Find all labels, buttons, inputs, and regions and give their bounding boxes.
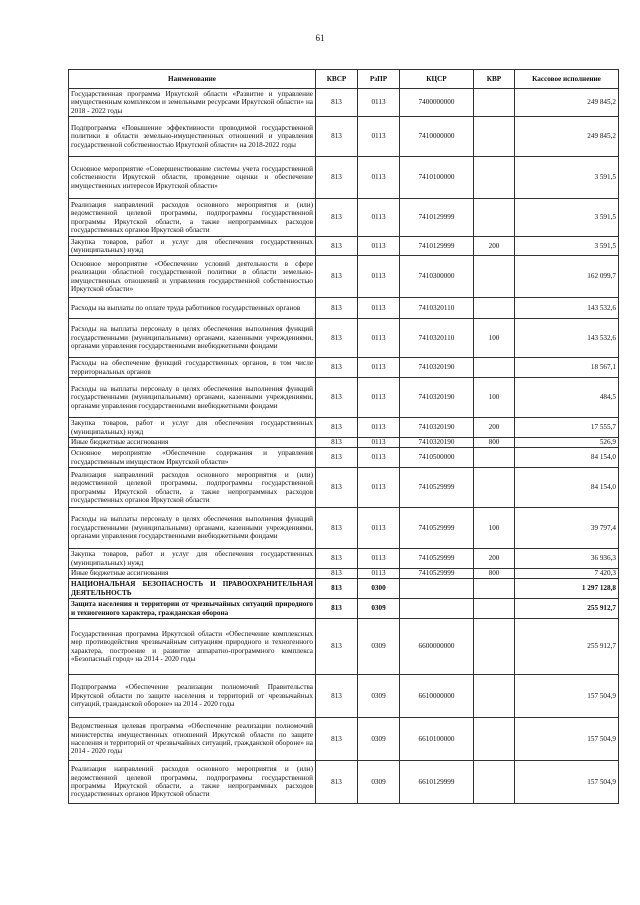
table-row (69, 319, 619, 358)
table-row (69, 508, 619, 549)
cell-sum: 39 797,4 (515, 508, 619, 549)
cell-name: Государственная программа Иркутской области «Обеспечение комплексных мер противодействия чрезвычайным ситуациям природного и техногенного характера, построение и развитие аппаратно-программного комплекса «Безопасный город» на 2014 - 2020 годы (69, 619, 316, 675)
cell-name: Иные бюджетные ассигнования (69, 438, 316, 448)
cell-name: Закупка товаров, работ и услуг для обеспечения государственных (муниципальных) нужд (69, 549, 316, 569)
cell-kvr: 100 (474, 319, 515, 358)
cell-kvr (474, 117, 515, 157)
table-row (69, 579, 619, 599)
cell-kvr (474, 599, 515, 619)
table-row (69, 599, 619, 619)
cell-kcsr: 7410000000 (400, 117, 474, 157)
cell-sum: 3 591,5 (515, 157, 619, 199)
cell-rzpr: 0309 (358, 619, 400, 675)
table-body (69, 89, 619, 804)
table-row (69, 549, 619, 569)
cell-rzpr: 0113 (358, 319, 400, 358)
cell-sum: 84 154,0 (515, 448, 619, 468)
cell-sum: 255 912,7 (515, 619, 619, 675)
cell-kcsr: 7400000000 (400, 89, 474, 117)
header-name: Наименование (69, 70, 316, 89)
cell-sum: 84 154,0 (515, 468, 619, 508)
cell-kvsr: 813 (316, 256, 358, 298)
cell-kvr: 200 (474, 418, 515, 438)
table-row (69, 256, 619, 298)
cell-sum: 157 504,9 (515, 761, 619, 804)
cell-kvsr: 813 (316, 718, 358, 761)
cell-rzpr: 0309 (358, 761, 400, 804)
cell-sum: 17 555,7 (515, 418, 619, 438)
cell-sum: 249 845,2 (515, 117, 619, 157)
cell-rzpr: 0113 (358, 237, 400, 256)
cell-kvr: 100 (474, 378, 515, 418)
cell-kvr: 200 (474, 549, 515, 569)
cell-rzpr: 0113 (358, 448, 400, 468)
cell-rzpr: 0113 (358, 89, 400, 117)
cell-rzpr: 0309 (358, 675, 400, 718)
header-rzpr: РзПР (358, 70, 400, 89)
cell-kvsr: 813 (316, 319, 358, 358)
table-row (69, 157, 619, 199)
table-row (69, 358, 619, 378)
cell-kvsr: 813 (316, 448, 358, 468)
cell-kvr (474, 358, 515, 378)
cell-rzpr: 0113 (358, 358, 400, 378)
cell-kvsr: 813 (316, 117, 358, 157)
cell-rzpr: 0309 (358, 718, 400, 761)
cell-name: Основное мероприятие «Обеспечение содержания и управления государственным имуществом Иркутской области» (69, 448, 316, 468)
cell-rzpr: 0113 (358, 468, 400, 508)
cell-kcsr: 6610000000 (400, 675, 474, 718)
cell-kvsr: 813 (316, 599, 358, 619)
cell-kcsr: 7410529999 (400, 569, 474, 579)
cell-kcsr: 7410129999 (400, 199, 474, 237)
cell-rzpr: 0113 (358, 157, 400, 199)
cell-kvr: 800 (474, 569, 515, 579)
cell-name: НАЦИОНАЛЬНАЯ БЕЗОПАСНОСТЬ И ПРАВООХРАНИТЕЛЬНАЯ ДЕЯТЕЛЬНОСТЬ (69, 579, 316, 599)
cell-name: Иные бюджетные ассигнования (69, 569, 316, 579)
cell-rzpr: 0113 (358, 256, 400, 298)
cell-rzpr: 0300 (358, 579, 400, 599)
cell-sum: 157 504,9 (515, 718, 619, 761)
cell-sum: 143 532,6 (515, 319, 619, 358)
cell-name: Расходы на выплаты персоналу в целях обеспечения выполнения функций государственными (муниципальными) органами, казенными учреждениями, органами управления государственными внебюджетными фондами (69, 508, 316, 549)
cell-kcsr: 6610100000 (400, 718, 474, 761)
cell-kcsr: 6600000000 (400, 619, 474, 675)
header-kcsr: КЦСР (400, 70, 474, 89)
cell-kcsr: 7410320190 (400, 418, 474, 438)
cell-kvsr: 813 (316, 438, 358, 448)
page-number: 61 (315, 33, 325, 43)
cell-sum: 526,9 (515, 438, 619, 448)
cell-name: Государственная программа Иркутской области «Развитие и управление имущественным комплексом и земельными ресурсами Иркутской области» на 2018 - 2022 годы (69, 89, 316, 117)
cell-name: Подпрограмма «Повышение эффективности проводимой государственной политики в области земельно-имущественных отношений и управления государственной собственностью Иркутской области» на 2018-2022 годы (69, 117, 316, 157)
cell-kvr (474, 761, 515, 804)
cell-kvr (474, 468, 515, 508)
cell-kvsr: 813 (316, 298, 358, 319)
cell-kvsr: 813 (316, 579, 358, 599)
cell-kcsr: 7410500000 (400, 448, 474, 468)
cell-kcsr: 7410300000 (400, 256, 474, 298)
table-row (69, 718, 619, 761)
cell-kvsr: 813 (316, 358, 358, 378)
header-sum: Кассовое исполнение (515, 70, 619, 89)
cell-rzpr: 0113 (358, 117, 400, 157)
cell-sum: 162 099,7 (515, 256, 619, 298)
table-row (69, 448, 619, 468)
table-header-row (69, 70, 619, 89)
cell-kcsr: 7410320190 (400, 358, 474, 378)
table-row (69, 468, 619, 508)
cell-kcsr: 7410320190 (400, 378, 474, 418)
cell-kcsr: 6610129999 (400, 761, 474, 804)
cell-name: Защита населения и территории от чрезвычайных ситуаций природного и техногенного характера, гражданская оборона (69, 599, 316, 619)
table-row (69, 761, 619, 804)
cell-kvr (474, 89, 515, 117)
cell-name: Реализация направлений расходов основного мероприятия и (или) ведомственной целевой программы, подпрограммы государственной программы Иркутской области, а также непрограммных расходов государственных органов Иркутской области (69, 199, 316, 237)
cell-rzpr: 0113 (358, 418, 400, 438)
cell-kcsr: 7410529999 (400, 508, 474, 549)
cell-name: Закупка товаров, работ и услуг для обеспечения государственных (муниципальных) нужд (69, 418, 316, 438)
cell-kvr: 200 (474, 237, 515, 256)
cell-kvsr: 813 (316, 761, 358, 804)
cell-sum: 1 297 128,8 (515, 579, 619, 599)
cell-rzpr: 0113 (358, 438, 400, 448)
cell-kvsr: 813 (316, 619, 358, 675)
cell-kvsr: 813 (316, 157, 358, 199)
cell-kcsr (400, 579, 474, 599)
cell-kvr (474, 675, 515, 718)
cell-sum: 484,5 (515, 378, 619, 418)
cell-kvsr: 813 (316, 237, 358, 256)
cell-kvr (474, 298, 515, 319)
header-kvsr: КВСР (316, 70, 358, 89)
cell-kvr (474, 256, 515, 298)
table-row (69, 89, 619, 117)
table-row (69, 569, 619, 579)
table-row (69, 237, 619, 256)
cell-name: Реализация направлений расходов основного мероприятия и (или) ведомственной целевой программы, подпрограммы государственной программы Иркутской области, а также непрограммных расходов государственных органов Иркутской области (69, 761, 316, 804)
cell-kvsr: 813 (316, 199, 358, 237)
cell-rzpr: 0113 (358, 199, 400, 237)
cell-name: Основное мероприятие «Совершенствование системы учета государственной собственности Иркутской области, проведение оценки и обеспечение имущественных интересов Иркутской области» (69, 157, 316, 199)
cell-sum: 3 591,5 (515, 199, 619, 237)
cell-sum: 7 420,3 (515, 569, 619, 579)
cell-sum: 18 567,1 (515, 358, 619, 378)
cell-rzpr: 0113 (358, 508, 400, 549)
header-kvr: КВР (474, 70, 515, 89)
table-row (69, 438, 619, 448)
table-row (69, 298, 619, 319)
cell-kcsr: 7410320190 (400, 438, 474, 448)
cell-kvsr: 813 (316, 508, 358, 549)
cell-kvsr: 813 (316, 569, 358, 579)
cell-kvr (474, 199, 515, 237)
table-row (69, 378, 619, 418)
cell-name: Расходы на выплаты персоналу в целях обеспечения выполнения функций государственными (муниципальными) органами, казенными учреждениями, органами управления государственными внебюджетными фондами (69, 378, 316, 418)
cell-kvsr: 813 (316, 549, 358, 569)
cell-name: Ведомственная целевая программа «Обеспечение реализации полномочий министерства имущественных отношений Иркутской области по защите населения и территорий от чрезвычайных ситуаций, гражданской обороне» на 2014 - 2020 годы (69, 718, 316, 761)
cell-kvr (474, 619, 515, 675)
cell-kvr (474, 157, 515, 199)
cell-kvr (474, 718, 515, 761)
cell-name: Расходы на выплаты персоналу в целях обеспечения выполнения функций государственными (муниципальными) органами, казенными учреждениями, органами управления государственными внебюджетными фондами (69, 319, 316, 358)
cell-rzpr: 0309 (358, 599, 400, 619)
cell-rzpr: 0113 (358, 549, 400, 569)
table-row (69, 675, 619, 718)
table-row (69, 117, 619, 157)
table-row (69, 418, 619, 438)
cell-kvr (474, 579, 515, 599)
table-row (69, 619, 619, 675)
cell-kvsr: 813 (316, 378, 358, 418)
cell-rzpr: 0113 (358, 569, 400, 579)
cell-kcsr: 7410529999 (400, 549, 474, 569)
cell-sum: 36 936,3 (515, 549, 619, 569)
table-row (69, 199, 619, 237)
cell-name: Основное мероприятие «Обеспечение условий деятельности в сфере реализации областной государственной политики в области земельно-имущественных отношений и управления государственной собственностью Иркутской области» (69, 256, 316, 298)
cell-sum: 3 591,5 (515, 237, 619, 256)
cell-kcsr: 7410100000 (400, 157, 474, 199)
cell-kcsr: 7410529999 (400, 468, 474, 508)
cell-kvsr: 813 (316, 468, 358, 508)
cell-kcsr (400, 599, 474, 619)
cell-kvr: 800 (474, 438, 515, 448)
cell-kcsr: 7410129999 (400, 237, 474, 256)
cell-kvsr: 813 (316, 675, 358, 718)
budget-table (68, 69, 619, 804)
cell-name: Подпрограмма «Обеспечение реализации полномочий Правительства Иркутской области по защите населения и территорий от чрезвычайных ситуаций, гражданской обороне» на 2014 - 2020 годы (69, 675, 316, 718)
cell-name: Расходы на обеспечение функций государственных органов, в том числе территориальных органов (69, 358, 316, 378)
cell-kvr: 100 (474, 508, 515, 549)
cell-name: Расходы на выплаты по оплате труда работников государственных органов (69, 298, 316, 319)
cell-kvsr: 813 (316, 418, 358, 438)
cell-sum: 255 912,7 (515, 599, 619, 619)
cell-kvr (474, 448, 515, 468)
cell-rzpr: 0113 (358, 298, 400, 319)
cell-rzpr: 0113 (358, 378, 400, 418)
cell-name: Закупка товаров, работ и услуг для обеспечения государственных (муниципальных) нужд (69, 237, 316, 256)
cell-sum: 143 532,6 (515, 298, 619, 319)
cell-name: Реализация направлений расходов основного мероприятия и (или) ведомственной целевой программы, подпрограммы государственной программы Иркутской области, а также непрограммных расходов государственных органов Иркутской области (69, 468, 316, 508)
cell-kcsr: 7410320110 (400, 319, 474, 358)
cell-sum: 249 845,2 (515, 89, 619, 117)
cell-kvsr: 813 (316, 89, 358, 117)
cell-kcsr: 7410320110 (400, 298, 474, 319)
cell-sum: 157 504,9 (515, 675, 619, 718)
